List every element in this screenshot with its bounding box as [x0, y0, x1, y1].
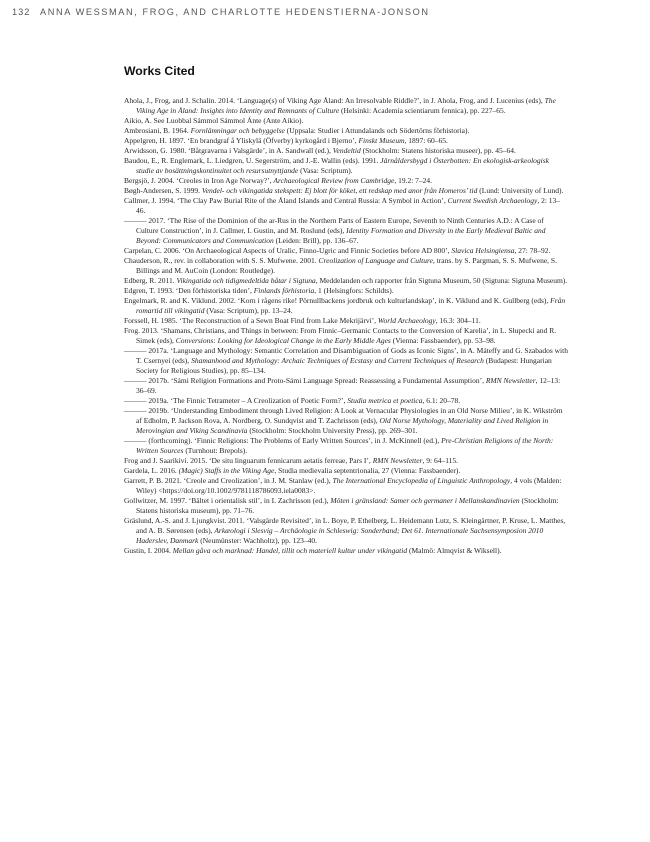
- reference-entry: ——— (forthcoming). ‘Finnic Religions: The Problems of Early Written Sources’, in J. McKinnell (ed.), Pre-Christian Religions of the North: Written Sources (Turnhout: Brepols).: [124, 436, 554, 455]
- reference-entry: Chauderson, R., rev. in collaboration with S. S. Mufwene. 2001. Creolization of Language and Culture, trans. by S. Pargman, S. S. Mufwene, S. Billings and M. AuCoin (London: Routledge).: [124, 256, 557, 275]
- reference-entry: Arwidsson, G. 1980. ‘Båtgravarna i Valsgärde’, in A. Sandwall (ed.), Vendeltid (Stockholm: Statens historiska museer), pp. 45–64.: [124, 146, 516, 155]
- works-cited-list: [124, 96, 568, 556]
- reference-entry: Ahola, J., Frog, and J. Schalin. 2014. ‘Language(s) of Viking Age Åland: An Irresolvable Riddle?’, in J. Ahola, Frog, and J. Lucenius (eds), The Viking Age in Åland: Insights into Identity and Remnants of Culture (Helsinki: Academia scientiarum fennica), pp. 227–65.: [124, 96, 556, 115]
- reference-entry: Gollwitzer, M. 1997. ‘Bältet i orientalisk stil’, in I. Zachrisson (ed.), Möten i gränsland: Samer och germaner i Mellanskandinavien (Stockholm: Statens historiska museum), pp. 71–76.: [124, 496, 559, 515]
- running-header-authors: ANNA WESSMAN, FROG, AND CHARLOTTE HEDENSTIERNA-JONSON: [40, 7, 430, 17]
- reference-entry: Engelmark, R. and K. Viklund. 2002. ‘Korn i rågens rike! Pörnullbackens jordbruk och kulturlandskap’, in K. Viklund and K. Gullberg (eds), Från romartid till vikingatid (Vasa: Scriptum), pp. 13–24.: [124, 296, 566, 315]
- reference-entry: Garrett, P. B. 2021. ‘Creole and Creolization’, in J. M. Stanlaw (ed.), The International Encyclopedia of Linguistic Anthropology, 4 vols (Malden: Wiley) <https://doi.org/10.1002/9781118786093.iela0083>.: [124, 476, 562, 495]
- page-number: 132: [12, 7, 31, 17]
- reference-entry: Edgren, T. 1993. ‘Den förhistoriska tiden’, Finlands förhistoria, 1 (Helsingfors: Schildts).: [124, 286, 394, 295]
- reference-entry: Gardela, L. 2016. (Magic) Staffs in the Viking Age, Studia medievalia septentrionalia, 27 (Vienna: Fassbaender).: [124, 466, 461, 475]
- reference-entry: Gustin, I. 2004. Mellan gåva och marknad: Handel, tillit och materiell kultur under vikingatid (Malmö: Almqvist & Wiksell).: [124, 546, 502, 555]
- reference-entry: Bergsjö, J. 2004. ‘Creoles in Iron Age Norway?’, Archaeological Review from Cambridge, 19.2: 7–24.: [124, 176, 433, 185]
- reference-entry: Frog and J. Saarikivi. 2015. ‘De situ linguarum fennicarum aetatis ferreae, Pars I’, RMN Newsletter, 9: 64–115.: [124, 456, 459, 465]
- reference-entry: Ambrosiani, B. 1964. Fornlämningar och bebyggelse (Uppsala: Studier i Attundalands och Södertörns förhistoria).: [124, 126, 470, 135]
- reference-entry: Edberg, R. 2011. Vikingatida och tidigmedeltida båtar i Sigtuna, Meddelanden och rapporter från Sigtuna Museum, 50 (Sigtuna: Sigtuna Museum).: [124, 276, 568, 285]
- section-title: Works Cited: [124, 64, 195, 78]
- reference-entry: Gräslund, A.-S. and J. Ljungkvist. 2011. ‘Valsgärde Revisited’, in L. Boye, P. Ethelberg, L. Heidemann Lutz, S. Kleingärtner, P. Kruse, L. Matthes, and A. B. Sørensen (eds), Arkæologi i Slesvig – Archäologie in Schleswig: Sonderband; Det 61. Internationale Sachsensymposion 2010 Haderslev, Danmark (Neumünster: Wachholtz), pp. 123–40.: [124, 516, 566, 545]
- reference-entry: Baudou, E., R. Englemark, L. Liedgren, U. Segerström, and J.-E. Wallin (eds). 1991. Järnåldersbygd i Österbotten: En ekologisk-arkeologisk studie av bosättningskontinuitet och resursutnyttjande (Vasa: Scriptum).: [124, 156, 550, 175]
- reference-entry: Appelgren, H. 1897. ‘En brandgraf å Yliskylä (Öfverby) kyrkogård i Bjerno’, Finskt Museum, 1897: 60–65.: [124, 136, 448, 145]
- reference-entry: ——— 2017. ‘The Rise of the Dominion of the ar-Rus in the Northern Parts of Eastern Europe, Seventh to Ninth Centuries A.D.: A Case of Culture Construction’, in J. Callmer, I. Gustin, and M. Roslund (eds), Identity Formation and Diversity in the Early Medieval Baltic and Beyond: Communicators and Communication (Leiden: Brill), pp. 136–67.: [124, 216, 546, 245]
- running-header: [12, 7, 632, 17]
- reference-entry: Bøgh-Andersen, S. 1999. Vendel- och vikingatida stekspett: Ej blott för köket, ett redskap med anor från Homeros’ tid (Lund: University of Lund).: [124, 186, 564, 195]
- reference-entry: Frog. 2013. ‘Shamans, Christians, and Things in between: From Finnic–Germanic Contacts to the Conversion of Karelia’, in L. Słupecki and R. Simek (eds), Conversions: Looking for Ideological Change in the Early Middle Ages (Vienna: Fassbaender), pp. 53–98.: [124, 326, 557, 345]
- reference-entry: Carpelan, C. 2006. ‘On Archaeological Aspects of Uralic, Finno-Ugric and Finnic Societies before AD 800’, Slavica Helsingiensa, 27: 78–92.: [124, 246, 551, 255]
- reference-entry: ——— 2019a. ‘The Finnic Tetrameter – A Creolization of Poetic Form?’, Studia metrica et poetica, 6.1: 20–78.: [124, 396, 461, 405]
- reference-entry: Forssell, H. 1985. ‘The Reconstruction of a Sewn Boat Find from Lake Mekrijärvi’, World Archaeology, 16.3: 304–11.: [124, 316, 481, 325]
- reference-entry: ——— 2017a. ‘Language and Mythology: Semantic Correlation and Disambiguation of Gods as Iconic Signs’, in A. Máteffy and G. Szabados with T. Csernyei (eds), Shamanhood and Mythology: Archaic Techniques of Ecstasy and Current Techniques of Research (Budapest: Hungarian Society for Religious Studies), pp. 85–134.: [124, 346, 568, 375]
- reference-entry: ——— 2019b. ‘Understanding Embodiment through Lived Religion: A Look at Vernacular Physiologies in an Old Norse Milieu’, in K. Wikström af Edholm, P. Jackson Rova, A. Nordberg, O. Sundqvist and T. Zachrisson (eds), Old Norse Mythology, Materiality and Lived Religion in Merovingian and Viking Scandinavia (Stockholm: Stockholm University Press), pp. 269–301.: [124, 406, 563, 435]
- reference-entry: Callmer, J. 1994. ‘The Clay Paw Burial Rite of the Åland Islands and Central Russia: A Symbol in Action’, Current Swedish Archaeology, 2: 13–46.: [124, 196, 561, 215]
- reference-entry: Aikio, A. See Luobbal Sámmol Sámmol Ánte (Ante Aikio).: [124, 116, 304, 125]
- reference-entry: ——— 2017b. ‘Sámi Religion Formations and Proto-Sámi Language Spread: Reassessing a Fundamental Assumption’, RMN Newsletter, 12–13: 36–69.: [124, 376, 561, 395]
